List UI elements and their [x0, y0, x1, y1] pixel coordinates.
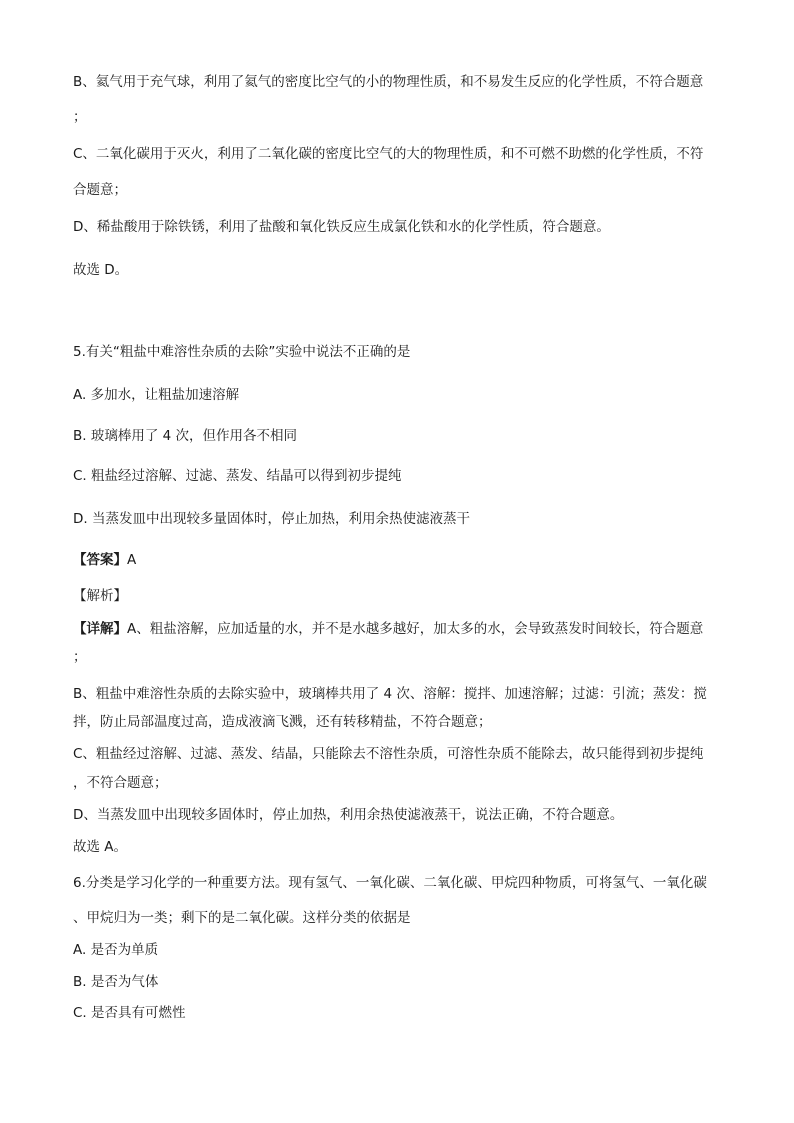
detail-a-line2: ； — [73, 649, 87, 665]
q5-option-b: B. 玻璃棒用了 4 次，但作用各不相同 — [73, 428, 298, 444]
question-6-stem-line2: 、甲烷归为一类；剩下的是二氧化碳。这样分类的依据是 — [73, 910, 411, 926]
answer-line — [73, 551, 754, 569]
explanation-b-line2: ； — [73, 109, 87, 125]
explanation-d-line: D、稀盐酸用于除铁锈，利用了盐酸和氧化铁反应生成氯化铁和水的化学性质，符合题意。 — [73, 219, 610, 235]
q5-option-c: C. 粗盐经过溶解、过滤、蒸发、结晶可以得到初步提纯 — [73, 468, 402, 484]
explanation-c-line2: 合题意； — [73, 182, 127, 198]
question-5-stem: 5.有关“粗盐中难溶性杂质的去除”实验中说法不正确的是 — [73, 344, 411, 360]
q6-option-c: C. 是否具有可燃性 — [73, 1005, 186, 1021]
q5-option-a: A. 多加水，让粗盐加速溶解 — [73, 387, 240, 403]
detail-a-line1 — [73, 620, 754, 638]
detail-b-line2: 拌，防止局部温度过高，造成液滴飞溅，还有转移精盐，不符合题意； — [73, 714, 492, 730]
conclusion-q4: 故选 D。 — [73, 262, 129, 278]
answer-tag: 【答案】 — [73, 552, 127, 568]
detail-c-line2: ，不符合题意； — [73, 775, 168, 791]
q5-option-d: D. 当蒸发皿中出现较多量固体时，停止加热，利用余热使滤液蒸干 — [73, 511, 470, 527]
answer-value: A — [127, 552, 137, 568]
detail-a-text: A、粗盐溶解，应加适量的水，并不是水越多越好，加太多的水，会导致蒸发时间较长，符合题意 — [127, 621, 704, 637]
detail-c-line1: C、粗盐经过溶解、过滤、蒸发、结晶，只能除去不溶性杂质，可溶性杂质不能除去，故只能得到初步提纯 — [73, 746, 704, 762]
analysis-tag: 【解析】 — [73, 588, 127, 604]
detail-tag: 【详解】 — [73, 621, 127, 637]
conclusion-q5: 故选 A。 — [73, 839, 128, 855]
explanation-b-line1: B、氦气用于充气球，利用了氦气的密度比空气的小的物理性质，和不易发生反应的化学性质，不符合题意 — [73, 74, 704, 90]
detail-b-line1: B、粗盐中难溶性杂质的去除实验中，玻璃棒共用了 4 次、溶解：搅拌、加速溶解；过滤：引流；蒸发：搅 — [73, 686, 707, 702]
q6-option-a: A. 是否为单质 — [73, 942, 159, 958]
q6-option-b: B. 是否为气体 — [73, 974, 159, 990]
detail-d-line: D、当蒸发皿中出现较多固体时，停止加热，利用余热使滤液蒸干，说法正确，不符合题意。 — [73, 807, 624, 823]
question-6-stem-line1: 6.分类是学习化学的一种重要方法。现有氢气、一氧化碳、二氧化碳、甲烷四种物质，可将氢气、一氧化碳 — [73, 875, 707, 891]
explanation-c-line1: C、二氧化碳用于灭火，利用了二氧化碳的密度比空气的大的物理性质，和不可燃不助燃的化学性质，不符 — [73, 146, 704, 162]
